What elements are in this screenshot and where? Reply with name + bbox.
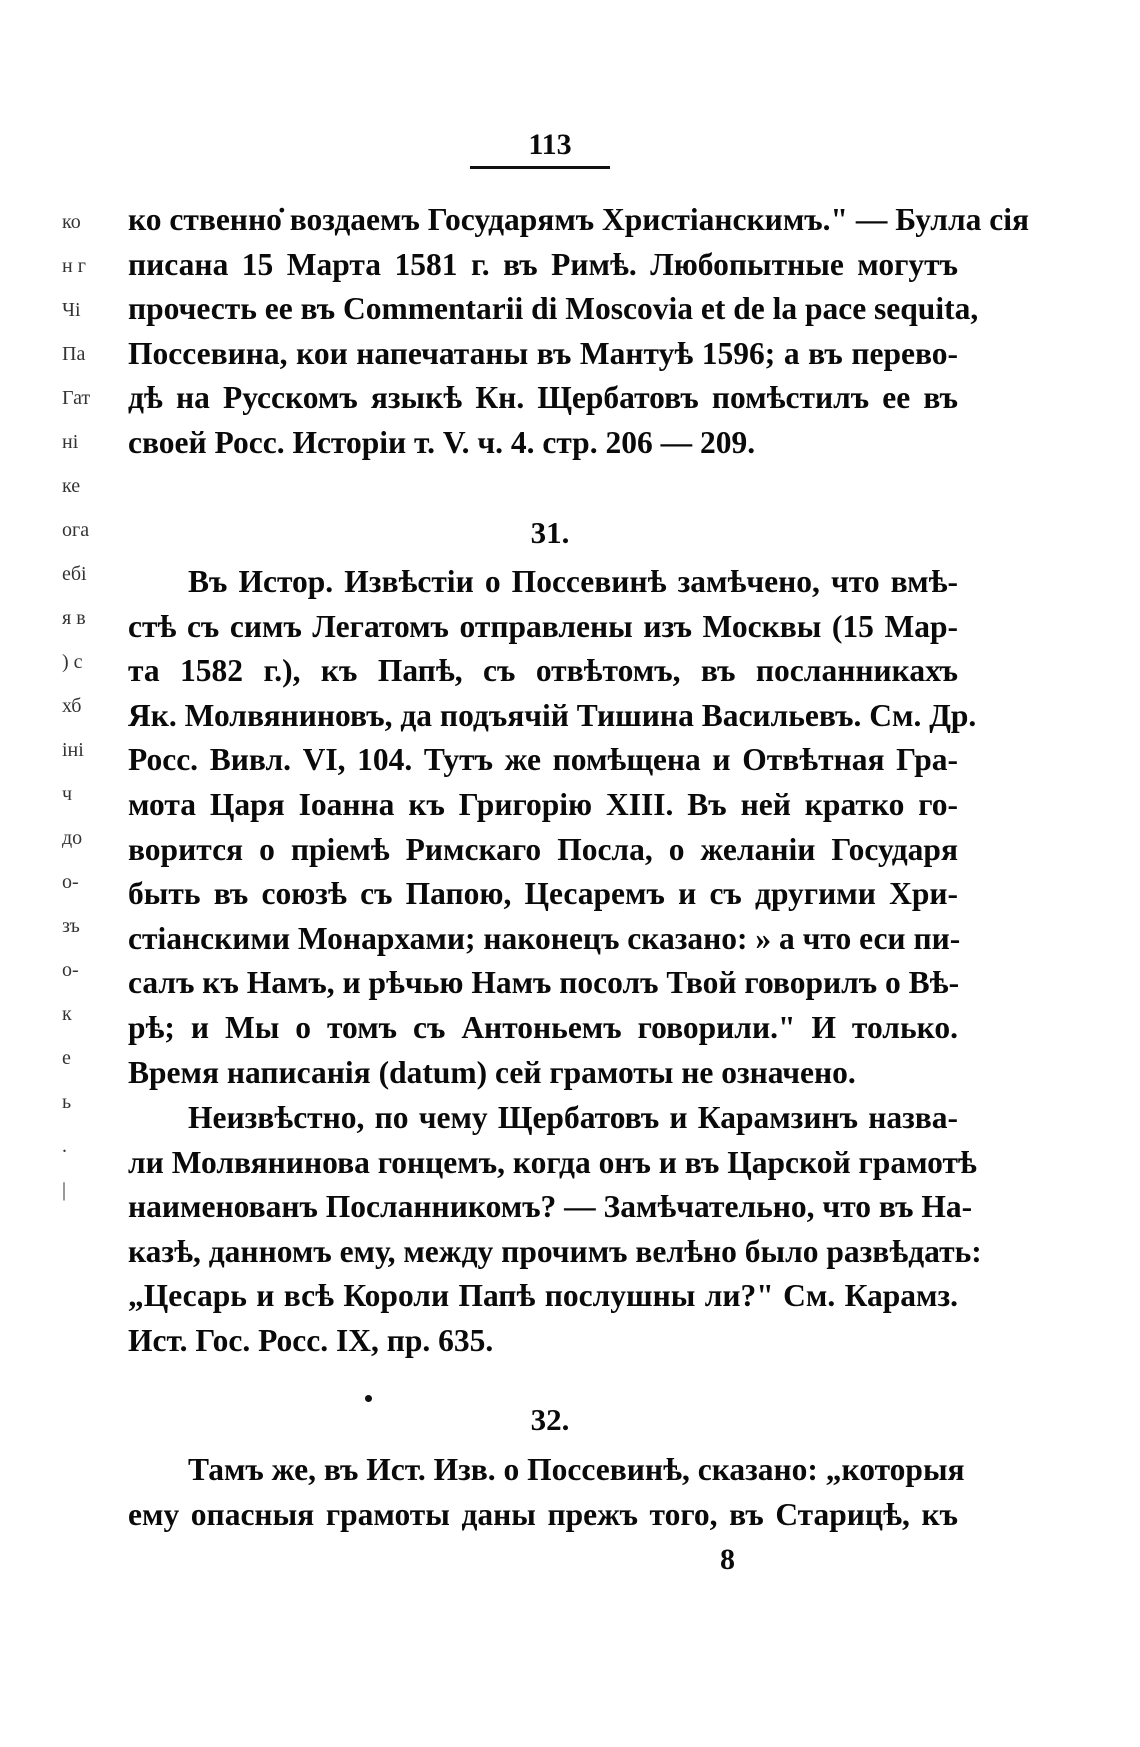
signature-mark: 8: [720, 1543, 735, 1576]
gutter-mark: о-: [62, 959, 79, 981]
gutter-mark: ко: [62, 211, 81, 233]
print-speck: [365, 1395, 372, 1402]
gutter-mark: .: [62, 1135, 67, 1157]
text-line: стѣ съ симъ Легатомъ отправлены изъ Москвы (15 Мар-: [128, 608, 958, 644]
page-number-rule: [470, 166, 610, 169]
note-heading-32: 32.: [530, 1402, 570, 1437]
text-line: ли Молвянинова гонцемъ, когда онъ и въ Царской грамотѣ: [128, 1144, 977, 1180]
text-line: Тамъ же, въ Ист. Изв. о Поссевинѣ, сказано: „которыя: [188, 1452, 965, 1487]
gutter-mark: н г: [62, 255, 86, 277]
note-31-body: [128, 560, 977, 1095]
gutter-mark: о-: [62, 871, 79, 893]
gutter-mark: ч: [62, 783, 73, 805]
gutter-mark: ) с: [62, 651, 83, 673]
text-line: стіанскими Монархами; наконецъ сказано: » а что еси пи-: [128, 920, 961, 956]
text-line: та 1582 г.), къ Папѣ, съ отвѣтомъ, въ посланникахъ: [128, 653, 958, 689]
text-line: Въ Истор. Извѣстіи о Поссевинѣ замѣчено, что вмѣ-: [188, 564, 958, 599]
gutter-mark: я в: [62, 607, 86, 629]
note-32-body: [128, 1448, 965, 1537]
text-line: наименованъ Посланникомъ? — Замѣчательно, что въ На-: [128, 1189, 973, 1225]
gutter-mark: |: [62, 1179, 67, 1201]
text-line: Як. Молвяниновъ, да подъячій Тишина Васильевъ. См. Др.: [128, 697, 977, 733]
gutter-mark: іні: [62, 739, 84, 761]
note-heading-31: 31.: [530, 515, 570, 550]
gutter-mark: хб: [62, 695, 82, 717]
note-31-paragraph-2: [128, 1096, 982, 1364]
text-line: прочесть ее въ Commentarii di Moscovia et de la pace sequita,: [128, 291, 979, 327]
gutter-mark: ні: [62, 431, 79, 453]
gutter-mark: зъ: [62, 915, 80, 937]
gutter-mark: Па: [62, 343, 86, 365]
page-number: 113: [528, 128, 572, 161]
text-line: дѣ на Русскомъ языкѣ Кн. Щербатовъ помѣстилъ ее въ: [128, 380, 958, 416]
gutter-mark: е: [62, 1047, 71, 1069]
text-line: Время написанія (datum) сей грамоты не означено.: [128, 1054, 856, 1090]
text-line: казѣ, данномъ ему, между прочимъ велѣно было развѣдать:: [128, 1233, 982, 1269]
text-line: Поссевина, кои напечатаны въ Мантуѣ 1596; а въ перево-: [128, 335, 958, 371]
gutter-mark: до: [62, 827, 83, 849]
text-line: мота Царя Іоанна къ Григорію XIII. Въ ней кратко го-: [128, 786, 958, 822]
text-line: салъ къ Намъ, и рѣчью Намъ посолъ Твой говорилъ о Вѣ-: [128, 965, 960, 1001]
text-line: своей Росс. Исторіи т. V. ч. 4. стр. 206 — 209.: [128, 424, 756, 460]
gutter-mark: ке: [62, 475, 81, 497]
note-30-continuation: [128, 198, 1030, 466]
gutter-mark: Гат: [62, 387, 91, 409]
gutter-mark: ь: [62, 1091, 72, 1113]
text-line: „Цесарь и всѣ Короли Папѣ послушны ли?" См. Карамз.: [128, 1278, 958, 1314]
text-line: писана 15 Марта 1581 г. въ Римѣ. Любопытные могутъ: [128, 246, 958, 282]
text-line: ему опасныя грамоты даны прежъ того, въ Старицѣ, къ: [128, 1496, 958, 1532]
gutter-mark: Чі: [62, 299, 81, 321]
text-line: рѣ; и Мы о томъ съ Антоньемъ говорили." И только.: [128, 1009, 958, 1045]
text-line: ко ственно̇ воздаемъ Государямъ Христіанскимъ." — Булла сія: [128, 202, 1030, 237]
text-line: Неизвѣстно, по чему Щербатовъ и Карамзинъ назва-: [188, 1100, 958, 1135]
text-line: ворится о пріемѣ Римскаго Посла, о желаніи Государя: [128, 831, 958, 867]
text-line: Ист. Гос. Росс. IX, пр. 635.: [128, 1322, 494, 1358]
gutter-mark: к: [62, 1003, 72, 1025]
text-line: быть въ союзѣ съ Папою, Цесаремъ и съ другими Хри-: [128, 876, 958, 912]
gutter-mark: ебі: [62, 563, 87, 585]
gutter-mark: ога: [62, 519, 90, 541]
adjacent-page-gutter: [62, 200, 112, 1212]
text-line: Росс. Вивл. VI, 104. Тутъ же помѣщена и Отвѣтная Гра-: [128, 742, 958, 778]
